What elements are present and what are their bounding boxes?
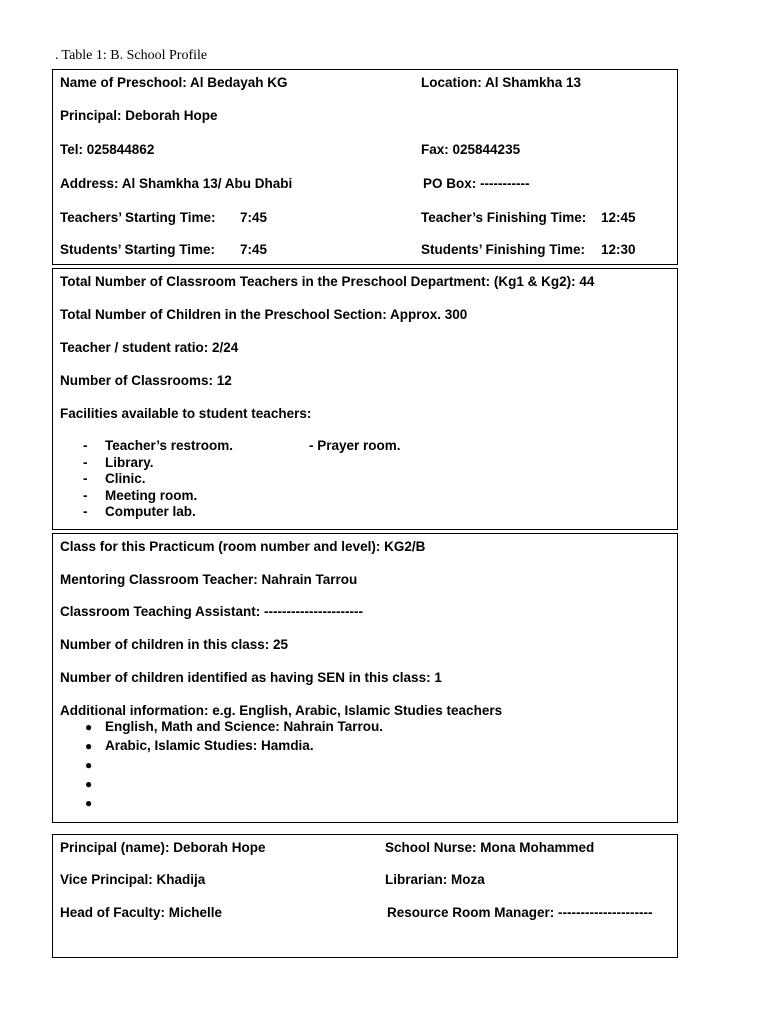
stats-box (52, 268, 678, 530)
teachers-finish-value: 12:45 (601, 210, 636, 225)
facility-item: Teacher’s restroom. (105, 438, 234, 453)
telephone: Tel: 025844862 (60, 142, 155, 157)
librarian: Librarian: Moza (385, 872, 485, 887)
bullet-icon: ● (85, 796, 93, 810)
resource-room-manager: Resource Room Manager: --------------------- (387, 905, 653, 920)
students-finish-value: 12:30 (601, 242, 636, 257)
list-dash: - (83, 504, 88, 519)
table-caption (55, 48, 207, 64)
bullet-icon: ● (85, 777, 93, 791)
vice-principal: Vice Principal: Khadija (60, 872, 206, 887)
bullet-icon: ● (85, 720, 93, 734)
children-count: Number of children in this class: 25 (60, 637, 289, 652)
students-start-value: 7:45 (240, 242, 268, 257)
list-dash: - (83, 488, 88, 503)
staff-box (52, 834, 678, 958)
facility-item: Meeting room. (105, 488, 198, 503)
fax: Fax: 025844235 (421, 142, 521, 157)
bullet-icon: ● (85, 758, 93, 772)
total-children: Total Number of Children in the Preschool Section: Approx. 300 (60, 307, 468, 322)
bullet-icon: ● (85, 739, 93, 753)
teacher-student-ratio: Teacher / student ratio: 2/24 (60, 340, 239, 355)
principal: Principal: Deborah Hope (60, 108, 218, 123)
practicum-box (52, 533, 678, 823)
teaching-assistant: Classroom Teaching Assistant: ---------------------- (60, 604, 363, 619)
mentoring-teacher: Mentoring Classroom Teacher: Nahrain Tarrou (60, 572, 358, 587)
facility-item: Computer lab. (105, 504, 196, 519)
facility-item: Clinic. (105, 471, 146, 486)
practicum-class: Class for this Practicum (room number and level): KG2/B (60, 539, 426, 554)
facilities-heading: Facilities available to student teachers: (60, 406, 312, 421)
students-start-label: Students’ Starting Time: (60, 242, 216, 257)
caption-text: Table 1: B. School Profile (61, 48, 208, 63)
teachers-finish-label: Teacher’s Finishing Time: (421, 210, 587, 225)
profile-box (52, 69, 678, 265)
preschool-name: Name of Preschool: Al Bedayah KG (60, 75, 288, 90)
classroom-count: Number of Classrooms: 12 (60, 373, 232, 388)
list-dash: - (83, 455, 88, 470)
facility-item: Library. (105, 455, 154, 470)
location: Location: Al Shamkha 13 (421, 75, 582, 90)
teachers-start-value: 7:45 (240, 210, 268, 225)
teachers-start-label: Teachers’ Starting Time: (60, 210, 216, 225)
list-dash: - (83, 438, 88, 453)
po-box: PO Box: ----------- (423, 176, 530, 191)
address: Address: Al Shamkha 13/ Abu Dhabi (60, 176, 293, 191)
facility-item-prayer-room: - Prayer room. (309, 438, 401, 453)
head-of-faculty: Head of Faculty: Michelle (60, 905, 223, 920)
staff-principal: Principal (name): Deborah Hope (60, 840, 266, 855)
students-finish-label: Students’ Finishing Time: (421, 242, 586, 257)
sen-count: Number of children identified as having SEN in this class: 1 (60, 670, 442, 685)
list-dash: - (83, 471, 88, 486)
additional-item: English, Math and Science: Nahrain Tarrou. (105, 719, 384, 734)
additional-info-heading: Additional information: e.g. English, Arabic, Islamic Studies teachers (60, 703, 503, 718)
additional-item: Arabic, Islamic Studies: Hamdia. (105, 738, 314, 753)
total-teachers: Total Number of Classroom Teachers in the Preschool Department: (Kg1 & Kg2): 44 (60, 274, 595, 289)
school-nurse: School Nurse: Mona Mohammed (385, 840, 595, 855)
caption-dot: . (55, 48, 59, 63)
